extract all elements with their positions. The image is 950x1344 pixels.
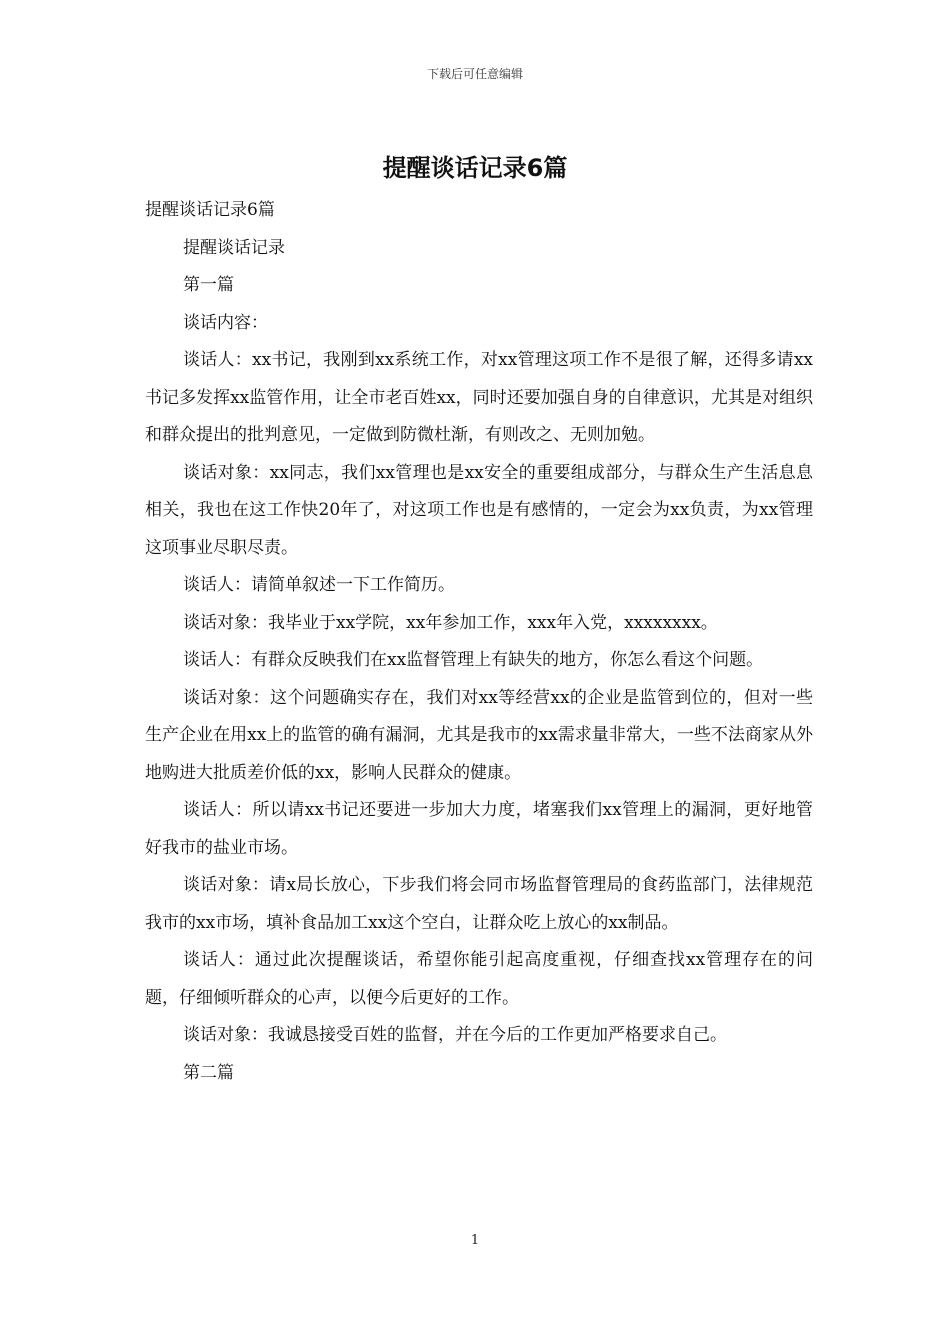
paragraph-content-label: 谈话内容：	[183, 312, 268, 333]
paragraph-subtitle: 提醒谈话记录6篇	[145, 200, 275, 220]
paragraph-part-one-heading: 第一篇	[183, 275, 234, 295]
paragraph: 谈话人：所以请xx书记还要进一步加大力度，堵塞我们xx管理上的漏洞，更好地管好我市的盐业市场。	[145, 800, 813, 858]
paragraph: 谈话对象：我毕业于xx学院，xx年参加工作，xxx年入党，xxxxxxxx。	[183, 612, 718, 633]
header-note: 下载后可任意编辑	[426, 67, 523, 81]
paragraph: 谈话人：通过此次提醒谈话，希望你能引起高度重视，仔细查找xx管理存在的问题，仔细倾听群众的心声，以便今后更好的工作。	[145, 950, 813, 1008]
paragraph: 谈话对象：我诚恳接受百姓的监督，并在今后的工作更加严格要求自己。	[183, 1025, 727, 1045]
paragraph: 谈话对象：xx同志，我们xx管理也是xx安全的重要组成部分，与群众生产生活息息相关，我也在这工作快20年了，对这项工作也是有感情的，一定会为xx负责，为xx管理这项事业尽职尽责。	[145, 462, 813, 558]
paragraph: 谈话人：请简单叙述一下工作简历。	[183, 575, 455, 595]
paragraph: 谈话人：xx书记，我刚到xx系统工作，对xx管理这项工作不是很了解，还得多请xx书记多发挥xx监管作用，让全市老百姓xx，同时还要加强自身的自律意识，尤其是对组织和群众提出的批判意见，一定做到防微杜渐，有则改之、无则加勉。	[145, 350, 813, 445]
paragraph-part-two-heading: 第二篇	[183, 1062, 234, 1083]
document-title: 提醒谈话记录6篇	[382, 154, 568, 182]
document-body	[145, 192, 813, 1092]
paragraph: 谈话人：有群众反映我们在xx监督管理上有缺失的地方，你怎么看这个问题。	[183, 650, 764, 670]
paragraph: 谈话对象：请x局长放心，下步我们将会同市场监督管理局的食药监部门，法律规范我市的xx市场，填补食品加工xx这个空白，让群众吃上放心的xx制品。	[145, 875, 813, 933]
paragraph: 谈话对象：这个问题确实存在，我们对xx等经营xx的企业是监管到位的，但对一些生产企业在用xx上的监管的确有漏洞，尤其是我市的xx需求量非常大，一些不法商家从外地购进大批质差价低的xx，影响人民群众的健康。	[145, 687, 813, 783]
page-number: 1	[470, 1233, 480, 1248]
paragraph-section-heading: 提醒谈话记录	[183, 237, 285, 258]
